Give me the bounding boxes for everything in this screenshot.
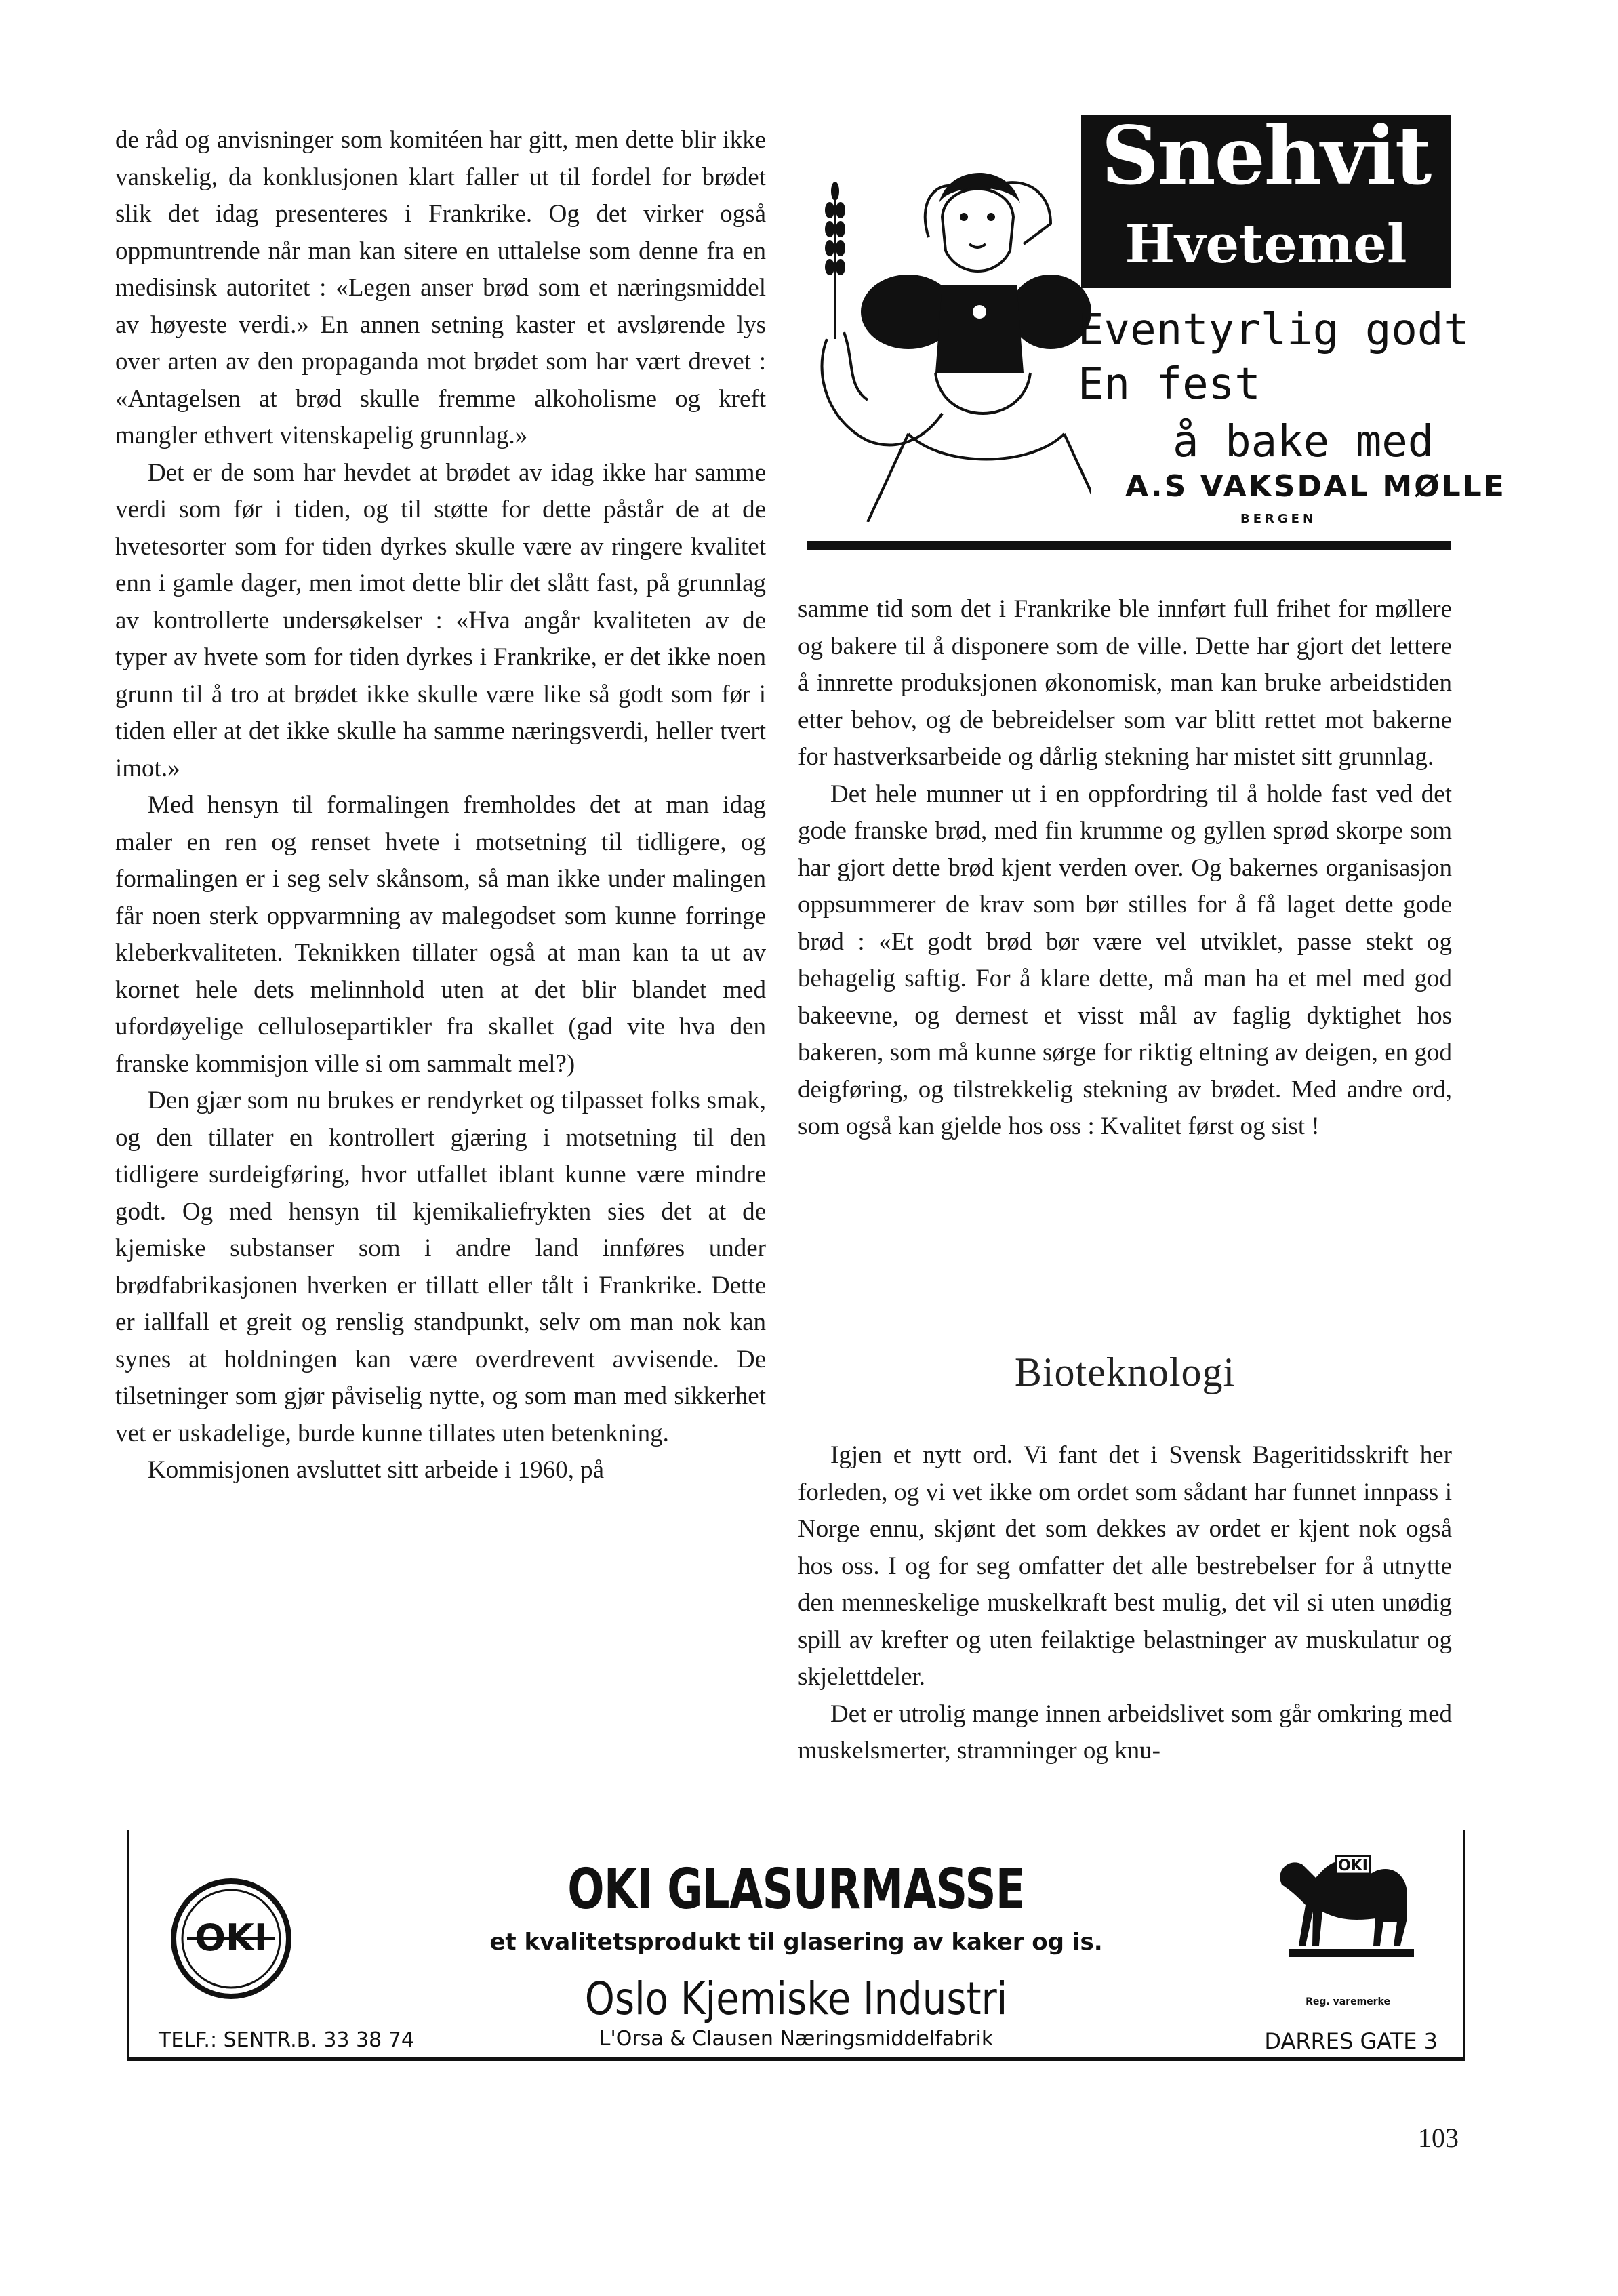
right-column-top [798, 591, 1452, 1146]
paragraph: samme tid som det i Frankrike ble innført full frihet for møllere og bakere til å disponere som de ville. Dette har gjort det lettere å innrette produksjonen økonomisk, man kan bruke arbeidstiden etter behov, og de bebreidelser som var blitt rettet mot bakerne for hastverksarbeide og dårlig stekning har mistet sitt grunnlag. [798, 595, 1452, 771]
wheat-icon [825, 182, 845, 339]
company-name: Oslo Kjemiske Industri [584, 1973, 1008, 2025]
address: DARRES GATE 3 [1264, 2028, 1438, 2054]
slogan-line: Eventyrlig godt [1078, 305, 1470, 355]
divider [807, 541, 1451, 550]
paragraph: Kommisjonen avsluttet sitt arbeide i 1960, på [148, 1456, 605, 1484]
camel-logo-text: OKI [1338, 1857, 1368, 1874]
product-name: Hvetemel [1125, 214, 1407, 275]
right-column-bottom [798, 1437, 1452, 1770]
paragraph: de råd og anvisninger som komitéen har gitt, men dette blir ikke vanskelig, da konklusjonen klart faller ut til fordel for brødet slik det idag presenteres i Frankrike. Og det virker også oppmuntrende når man kan sitere en uttalelse som denne fra en medisinsk autoritet : «Legen anser brød som et næringsmiddel av høyeste verdi.» En annen setning kaster et avslørende lys over arten av den propaganda mot brødet som har vært drevet : «Antagelsen at brød skulle fremme alkoholisme og kreft mangler ethvert vitenskapelig grunnlag.» [115, 126, 766, 449]
slogan-line: å bake med [1173, 417, 1434, 467]
phone-number: TELF.: SENTR.B. 33 38 74 [159, 2028, 414, 2052]
page-number: 103 [1418, 2122, 1459, 2153]
section-heading: Bioteknologi [1014, 1350, 1236, 1394]
paragraph: Det hele munner ut i en oppfordring til å holde fast ved det gode franske brød, med fin krumme og gyllen sprød skorpe som har gjort dette brød kjent verden over. Og bakernes organisasjon oppsummerer de krav som bør stilles for å få laget dette gode brød : «Et godt brød bør være vel utviklet, passe stekt og behagelig saftig. For å klare dette, må man ha et mel med god bakeevne, og dernest et visst mål av faglig dyktighet hos bakeren, som må kunne sørge for riktig eltning av deigen, en god deigføring, og tilstrekkelig stekning av brødet. Med andre ord, som også kan gjelde hos oss : Kvalitet først og sist ! [798, 780, 1452, 1140]
oki-advertisement [127, 1830, 1465, 2061]
paragraph: Det er de som har hevdet at brødet av idag ikke har samme verdi som før i tiden, og til støtte for dette påstår de at de hvetesorter som for tiden dyrkes skulle være av ringere kvalitet enn i gamle dager, men imot dette blir det slått fast, på grunnlag av kontrollerte undersøkelser : «Hva angår kvaliteten av de typer av hvete som for tiden dyrkes i Frankrike, er det ikke noen grunn til å tro at brødet ikke skulle være like så godt som før i tiden eller at det ikke skulle ha samme næringsverdi, heller tvert imot.» [115, 458, 766, 782]
oki-logo-letters: OKI [195, 1916, 268, 1959]
paragraph: Den gjær som nu brukes er rendyrket og tilpasset folks smak, og den tillater en kontrollert gjæring i motsetning til den tidligere surdeigføring, hvor utfallet iblant kunne være mindre godt. Og med hensyn til kjemikaliefrykten sies det at de kjemiske substanser som i andre land innføres under brødfabrikasjonen hverken er tillatt eller tålt i Frankrike. Dette er iallfall et greit og renslig standpunkt, selv om man nok kan synes at holdningen kan være overdrevent avvisende. De tilsetninger som gjør påviselig nytte, og som man med sikkerhet vet er uskadelige, burde kunne tillates uten betenkning. [115, 1087, 766, 1447]
trademark-note: Reg. varemerke [1306, 1996, 1390, 2007]
product-title: OKI GLASURMASSE [567, 1857, 1025, 1922]
left-column [115, 122, 766, 1489]
camel-trademark-icon [1268, 1844, 1424, 1973]
product-tagline: et kvalitetsprodukt til glasering av kaker og is. [489, 1929, 1103, 1956]
paragraph: Med hensyn til formalingen fremholdes det at man idag maler en ren og renset hvete i motsetning til tidligere, og formalingen er i seg selv skånsom, så man ikke under malingen får noen sterk oppvarmning av malegodset som kunne forringe kleberkvaliteten. Teknikken tillater også at man kan ta ut av kornet hele dets melinnhold uten at det blir blandet med ufordøyelige cellulosepartikler fra skallet (gad vite hva den franske kommisjon ville si om sammalt mel?) [115, 791, 766, 1078]
snehvit-advertisement [807, 108, 1506, 563]
brand-box [1081, 108, 1451, 288]
company-name: A.S VAKSDAL MØLLE [1125, 469, 1506, 504]
paragraph: Igjen et nytt ord. Vi fant det i Svensk Bageritidsskrift her forleden, og vi vet ikke om ordet som sådant har funnet innpass i Norge ennu, skjønt det som dekkes av ordet er kjent nok også hos oss. I og for seg omfatter det alle bestrebelser for å utnytte den menneskelige muskelkraft best mulig, det vil si uten unødig spill av krefter og uten feilaktige belastninger av muskulatur og skjelettdeler. [798, 1441, 1452, 1691]
paragraph: Det er utrolig mange innen arbeidslivet som går omkring med muskelsmerter, stramninger og knu- [798, 1699, 1452, 1765]
snow-white-illustration [807, 115, 1091, 522]
brand-name: Snehvit [1101, 108, 1431, 203]
slogan-line: En fest [1078, 359, 1261, 409]
subsidiary-name: L'Orsa & Clausen Næringsmiddelfabrik [599, 2027, 994, 2051]
company-city: BERGEN [1240, 512, 1317, 526]
